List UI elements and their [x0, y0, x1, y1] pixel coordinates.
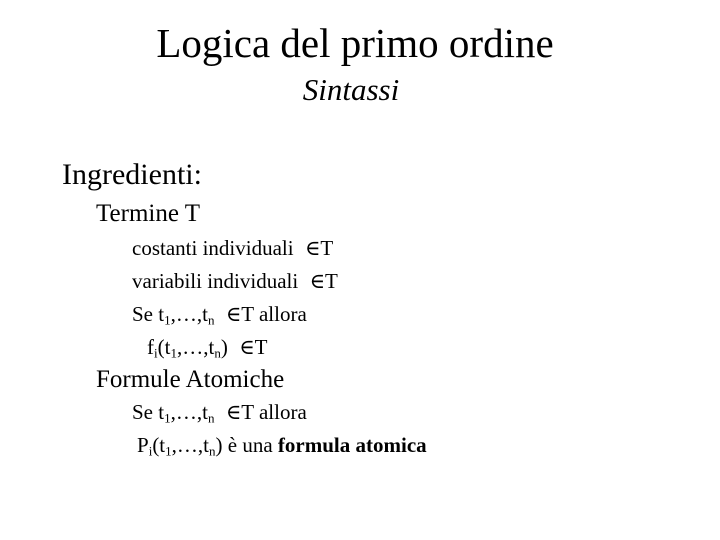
set-t: T	[325, 269, 338, 293]
p-text: P	[137, 433, 149, 457]
slide-title: Logica del primo ordine	[156, 20, 554, 66]
subscript: 1	[164, 410, 171, 426]
item-variabili	[132, 269, 338, 294]
subscript: n	[214, 345, 221, 361]
subscript: n	[207, 312, 215, 328]
close-text: )	[215, 433, 223, 457]
element-of-symbol: ∈	[225, 400, 242, 424]
close-text: )	[220, 335, 228, 359]
item-costanti	[132, 236, 333, 261]
se-text: Se t	[132, 302, 165, 326]
slide-subtitle	[0, 70, 710, 110]
set-t: T	[320, 236, 334, 260]
item-predicato	[137, 433, 427, 458]
element-of-symbol: ∈	[239, 335, 255, 359]
subscript: 1	[170, 345, 177, 361]
subscript: 1	[164, 312, 171, 328]
dots-text: ,…,t	[170, 400, 208, 424]
set-t: T	[241, 400, 254, 424]
variabili-text: variabili individuali	[132, 269, 299, 293]
open-text: (t	[152, 433, 166, 457]
heading-ingredienti: Ingredienti:	[62, 158, 202, 191]
dots-text: ,…,t	[171, 433, 209, 457]
subtitle-text: Sintassi	[302, 72, 400, 107]
subscript: 1	[165, 443, 172, 459]
costanti-text: costanti individuali	[132, 236, 294, 260]
e-una-text: è una	[227, 433, 273, 457]
f-text: f	[147, 335, 154, 359]
heading-termine: Termine T	[96, 200, 201, 227]
item-se-termini	[132, 302, 307, 327]
set-t: T	[254, 335, 268, 359]
subscript: n	[209, 443, 216, 459]
item-se-formule	[132, 400, 307, 425]
subscript: i	[154, 345, 158, 361]
se-text: Se t	[132, 400, 165, 424]
element-of-symbol: ∈	[304, 236, 321, 260]
element-of-symbol: ∈	[225, 302, 242, 326]
subscript: n	[207, 410, 215, 426]
allora-text: allora	[258, 302, 307, 326]
set-t: T	[241, 302, 254, 326]
dots-text: ,…,t	[170, 302, 208, 326]
element-of-symbol: ∈	[309, 269, 326, 293]
item-funzione	[147, 335, 267, 360]
allora-text: allora	[258, 400, 307, 424]
heading-formule: Formule Atomiche	[96, 366, 285, 393]
subscript: i	[148, 443, 153, 459]
open-text: (t	[157, 335, 171, 359]
formula-atomica-term: formula atomica	[277, 433, 427, 457]
dots-text: ,…,t	[176, 335, 215, 359]
